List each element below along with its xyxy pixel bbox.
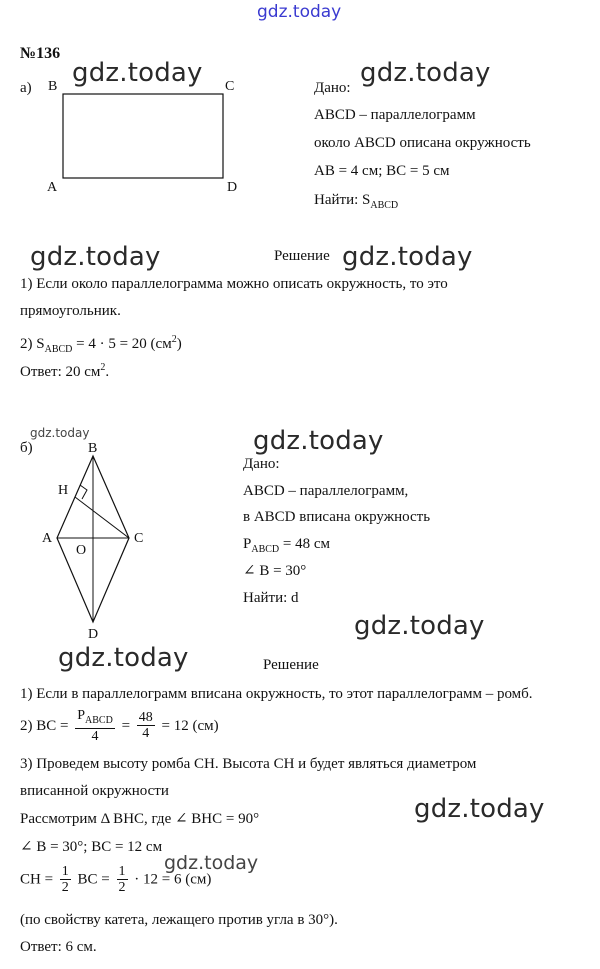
value-fraction: [137, 710, 155, 741]
given-b-2: в ABCD вписана окружность: [243, 509, 431, 525]
frac1-num-sub: ABCD: [85, 714, 113, 726]
given-b-3-sub: ABCD: [251, 544, 280, 555]
half-fraction-1: [60, 864, 71, 895]
watermark-6: gdz.today: [253, 426, 384, 456]
given-a-2: около ABCD описана окружность: [314, 135, 531, 151]
step-b-3-line2: вписанной окружности: [20, 783, 169, 799]
step-a-2-end: ): [176, 336, 182, 352]
step-a-2-sub: ABCD: [44, 344, 73, 355]
watermark-4: gdz.today: [342, 242, 473, 272]
part-b-label: б): [20, 440, 33, 456]
given-b-3-prefix: P: [243, 536, 252, 552]
find-b: Найти: d: [243, 590, 299, 606]
given-b-1: ABCD – параллелограмм,: [243, 483, 409, 499]
watermark-top: gdz.today: [257, 2, 342, 22]
watermark-9: gdz.today: [414, 794, 545, 824]
frac2-num: 48: [138, 710, 153, 726]
step-b-2-prefix: 2) BC =: [20, 717, 73, 734]
vertex-a2-label: A: [42, 531, 53, 546]
right-angle-mark: [80, 485, 87, 499]
ch-prefix: CH =: [20, 871, 57, 888]
find-a-prefix: Найти: S: [314, 192, 371, 208]
half1-num: 1: [61, 864, 69, 879]
watermark-10: gdz.today: [164, 852, 259, 874]
problem-number: №136: [20, 45, 61, 62]
given-b-4: ∠ B = 30°: [243, 563, 307, 579]
property-note: (по свойству катета, лежащего против угла в 30°).: [20, 912, 338, 928]
step-a-2: [20, 331, 182, 359]
height-ch: [75, 497, 129, 538]
half-fraction-2: [117, 864, 128, 895]
center-o-label: O: [76, 543, 87, 558]
frac2-den: 4: [142, 726, 150, 742]
part-a-label: а): [20, 80, 32, 96]
ch-end: · 12 = 6 (см): [134, 871, 212, 888]
watermark-7: gdz.today: [354, 611, 485, 641]
half1-den: 2: [61, 880, 69, 895]
half2-den: 2: [118, 880, 126, 895]
vertex-c2-label: C: [134, 531, 144, 546]
vertex-h-label: H: [58, 483, 69, 498]
watermark-5: gdz.today: [30, 426, 90, 440]
vertex-b2-label: B: [88, 441, 98, 456]
given-title-a: Дано:: [314, 80, 351, 96]
watermark-1: gdz.today: [72, 58, 203, 88]
half2-num: 1: [118, 864, 126, 879]
given-a-1: ABCD – параллелограмм: [314, 107, 476, 123]
step-b-1: 1) Если в параллелограмм вписана окружность, то этот параллелограмм – ромб.: [20, 686, 533, 702]
step-b-2-end: = 12 (см): [161, 717, 219, 734]
answer-a-prefix: Ответ: 20 см: [20, 364, 101, 380]
vertex-c-label: C: [225, 79, 235, 94]
step-a-1-line2: прямоугольник.: [20, 303, 121, 319]
vertex-a-label: A: [47, 180, 58, 195]
frac1-num: P: [77, 708, 86, 723]
step-b-2: [20, 708, 219, 744]
step-a-1-line1: 1) Если около параллелограмма можно описать окружность, то это: [20, 276, 448, 292]
step-a-2-sup: 2: [171, 334, 177, 345]
given-b-3-end: = 48 см: [279, 536, 330, 552]
given-b-3: [243, 535, 330, 559]
step-b-3-line1: 3) Проведем высоту ромба CH. Высота CH и будет являться диаметром: [20, 756, 477, 772]
ch-formula: [20, 864, 211, 895]
vertex-b-label: B: [48, 79, 58, 94]
solution-title-a: Решение: [274, 248, 330, 264]
perimeter-fraction: [75, 708, 115, 744]
watermark-8: gdz.today: [58, 643, 189, 673]
given-angle-side: ∠ B = 30°; BC = 12 см: [20, 839, 163, 855]
given-a-3: AB = 4 см; BC = 5 см: [314, 163, 450, 179]
step-b-2-eq: =: [121, 717, 131, 734]
step-a-2-prefix: 2) S: [20, 336, 45, 352]
answer-a: [20, 359, 109, 381]
ch-mid: BC =: [77, 871, 110, 888]
solution-title-b: Решение: [263, 657, 319, 673]
watermark-2: gdz.today: [360, 58, 491, 88]
find-a: [314, 191, 398, 215]
vertex-d2-label: D: [88, 627, 99, 642]
find-a-sub: ABCD: [370, 200, 399, 211]
step-a-2-mid: = 4 · 5 = 20 (см: [72, 336, 172, 352]
answer-a-sup: 2: [100, 362, 106, 373]
frac1-den: 4: [91, 728, 99, 744]
answer-b: Ответ: 6 см.: [20, 939, 97, 955]
watermark-3: gdz.today: [30, 242, 161, 272]
vertex-d-label: D: [227, 180, 238, 195]
rhombus-figure: [0, 0, 200, 220]
consider-triangle: Рассмотрим Δ BHC, где ∠ BHC = 90°: [20, 811, 260, 827]
given-title-b: Дано:: [243, 456, 280, 472]
answer-a-end: .: [105, 364, 110, 380]
